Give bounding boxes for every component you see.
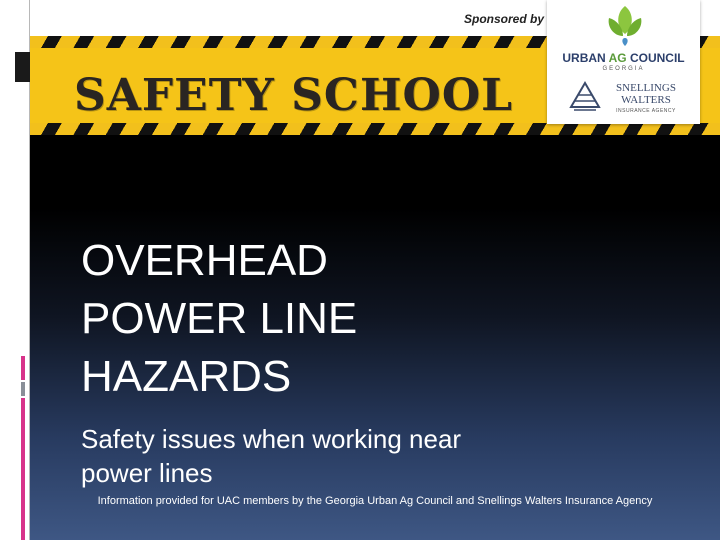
snellings-walters-name: [605, 82, 687, 106]
accent-bar-gray: [21, 382, 25, 396]
slide-subtitle: [81, 422, 461, 490]
accent-bar-pink-top: [21, 356, 25, 380]
slide-title-line-1: OVERHEAD: [81, 236, 328, 285]
snellings-line: SNELLINGS: [616, 82, 676, 94]
slide-title: [81, 232, 357, 406]
accent-bar-pink-bottom: [21, 398, 25, 540]
slide-subtitle-line-1: Safety issues when working near: [81, 424, 462, 454]
walters-line: WALTERS: [621, 94, 671, 106]
snellings-walters-pyramid-icon: [569, 80, 601, 112]
uac-logo-subtitle: GEORGIA: [602, 66, 645, 72]
uac-leaf-logo-icon: [605, 4, 645, 48]
uac-name-ag: AG: [608, 51, 627, 65]
uac-name-part1: URBAN: [562, 51, 609, 65]
slide-credit-footer: Information provided for UAC members by the Georgia Urban Ag Council and Snellings Walters Insurance Agency: [97, 495, 653, 507]
uac-name-part3: COUNCIL: [626, 51, 685, 65]
banner-title: SAFETY SCHOOL: [74, 70, 514, 121]
banner-left-tab: [15, 52, 30, 82]
slide-subtitle-line-2: power lines: [81, 458, 213, 488]
sponsor-logos: [547, 0, 700, 124]
slide-title-line-3: HAZARDS: [81, 352, 292, 401]
sponsored-by-label: Sponsored by: [463, 12, 544, 26]
snellings-walters-subtitle: INSURANCE AGENCY: [616, 108, 676, 114]
slide-title-line-2: POWER LINE: [81, 294, 358, 343]
uac-logo-text: [547, 51, 700, 65]
hazard-stripes-bottom: [30, 123, 720, 135]
